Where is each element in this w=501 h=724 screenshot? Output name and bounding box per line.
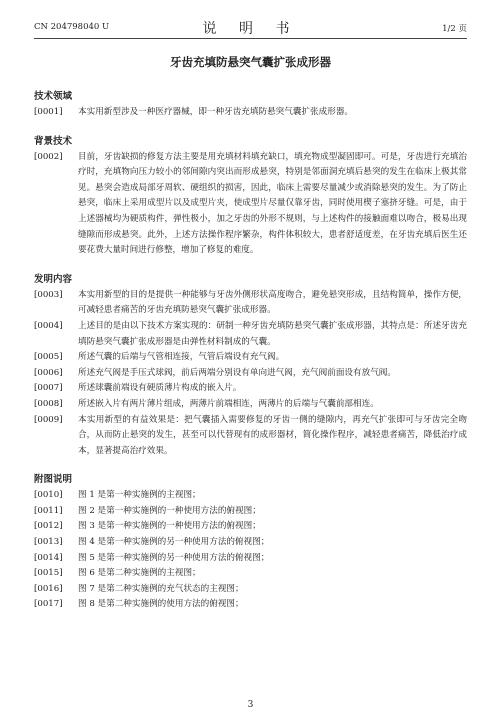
header-divider (34, 38, 467, 39)
paragraph (34, 150, 467, 259)
patent-number: CN 204798040 U (34, 22, 110, 32)
paragraph-number: [0016] (34, 583, 63, 594)
figure-description: 图 7 是第二种实施例的充气状态的主视图； (78, 583, 244, 594)
figure-description: 图 6 是第二种实施例的主视图； (78, 568, 201, 579)
paragraph (34, 397, 467, 413)
page-number: 3 (247, 700, 254, 710)
paragraph-number: [0015] (34, 568, 63, 579)
figure-description: 图 5 是第一种实施例的另一种使用方法的俯视图； (78, 552, 270, 563)
figure-description: 图 3 是第一种实施例的一种使用方法的俯视图； (78, 521, 261, 532)
paragraph-text: 本实用新型涉及一种医疗器械，即一种牙齿充填防悬突气囊扩张成形器。 (78, 107, 354, 117)
paragraph (34, 105, 467, 121)
section-heading: 技术领域 (34, 91, 73, 102)
paragraph-number: [0006] (34, 367, 63, 378)
paragraph (34, 366, 467, 382)
figure-description: 图 2 是第一种实施例的一种使用方法的俯视图； (78, 505, 261, 516)
figure-item (34, 519, 467, 535)
paragraph (34, 350, 467, 366)
paragraph-number: [0003] (34, 289, 63, 300)
paragraph-number: [0007] (34, 383, 63, 394)
figure-item (34, 504, 467, 520)
paragraph-number: [0012] (34, 521, 63, 532)
paragraph-number: [0010] (34, 490, 63, 501)
figure-item (34, 551, 467, 567)
paragraph-text: 上述目的是由以下技术方案实现的：研制一种牙齿充填防悬突气囊扩张成形器，其特点是：所述牙齿充填防悬突气囊扩张成形器是由弹性材料制成的气囊。 (78, 320, 467, 347)
paragraph-text: 本实用新型的目的是提供一种能够与牙齿外侧形状高度吻合，避免悬突形成，且结构简单，操作方便，可减轻患者痛苦的牙齿充填防悬突气囊扩张成形器。 (78, 289, 467, 316)
figure-item (34, 488, 467, 504)
paragraph-text: 目前，牙齿缺损的修复方法主要是用充填材料填充缺口，填充物成型凝固即可。可是，牙齿进行充填治疗时，充填物向压力较小的邻间隙内突出而形成悬突，特别是邻面洞充填后悬突的发生在临床上极其常见。悬突会造成局部牙周软、硬组织的损害，因此，临床上需要尽量减少或消除悬突的发生。为了防止悬突，临床上采用成型片以及成型片夹，使成型片尽量仅靠牙齿，同时使用楔子塞挤牙缝。可是，由于上述器械均为硬质构件，弹性极小，加之牙齿的外形不规则，与上述构件的接触面难以吻合，极易出现缝隙而形成悬突。此外，上述方法操作程序繁杂，构件体积较大，患者舒适度差，在牙齿充填后医生还要花费大量时间进行修整，增加了修复的难度。 (78, 151, 467, 256)
figure-item (34, 566, 467, 582)
figure-item (34, 597, 467, 613)
page-indicator: 1/2 页 (442, 24, 467, 34)
section-heading: 附图说明 (34, 474, 73, 486)
paragraph-number: [0005] (34, 352, 63, 363)
figure-description: 图 1 是第一种实施例的主视图； (78, 490, 201, 501)
paragraph (34, 413, 467, 460)
section-heading: 背景技术 (34, 135, 73, 147)
document-type: 说 明 书 (202, 21, 299, 37)
paragraph-number: [0014] (34, 552, 63, 563)
paragraph (34, 381, 467, 397)
paragraph-number: [0004] (34, 320, 63, 331)
paragraph-number: [0002] (34, 151, 63, 162)
paragraph-number: [0011] (34, 505, 63, 516)
page-header (34, 18, 467, 38)
paragraph (34, 319, 467, 350)
paragraph-number: [0009] (34, 414, 63, 425)
paragraph (34, 288, 467, 319)
document-body (34, 76, 467, 613)
document-title: 牙齿充填防悬突气囊扩张成形器 (170, 55, 331, 69)
paragraph-number: [0017] (34, 599, 63, 610)
figure-description: 图 4 是第一种实施例的另一种使用方法的俯视图； (78, 537, 270, 548)
paragraph-text: 所述充气阀是手压式球阀，前后两端分别设有单向进气阀，充气阀前面设有放气阀。 (78, 367, 396, 378)
paragraph-text: 本实用新型的有益效果是：把气囊插入需要修复的牙齿一侧的缝隙内，再充气扩张即可与牙齿完全吻合，从而防止悬突的发生，甚至可以代替现有的成形器材，简化操作程序，减轻患者痛苦，降低治疗成本，显著提高治疗效果。 (78, 414, 467, 456)
paragraph-number: [0013] (34, 537, 63, 548)
figure-description: 图 8 是第二种实施例的使用方法的俯视图； (78, 599, 244, 610)
paragraph-text: 所述气囊的后端与气管相连接，气管后端设有充气阀。 (78, 352, 285, 363)
figure-item (34, 582, 467, 598)
paragraph-text: 所述嵌入片有两片薄片组成，两薄片前端相连，两薄片的后端与气囊前部相连。 (78, 398, 379, 409)
section-heading: 发明内容 (34, 273, 73, 285)
paragraph-number: [0001] (34, 107, 63, 117)
paragraph-number: [0008] (34, 398, 63, 409)
figure-item (34, 535, 467, 551)
paragraph-text: 所述球囊前端设有硬质薄片构成的嵌入片。 (78, 383, 242, 394)
